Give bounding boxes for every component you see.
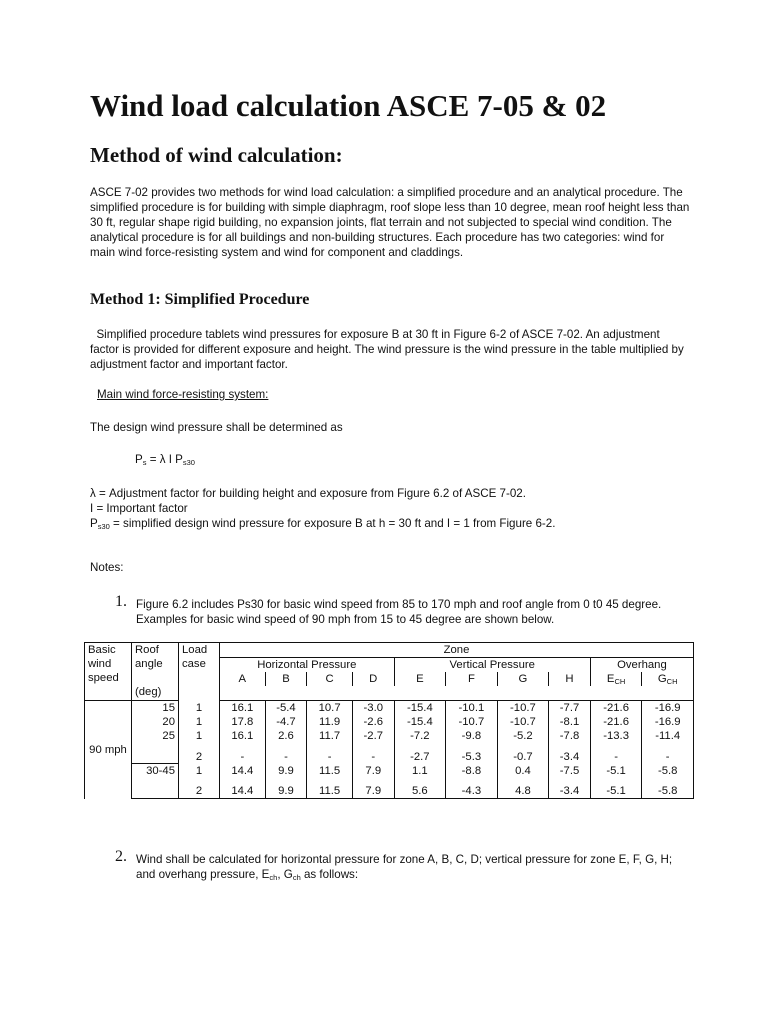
pressure-cell: 16.1	[220, 729, 266, 743]
pressure-cell: -15.4	[394, 715, 446, 729]
table-row	[85, 729, 694, 743]
pressure-cell: -3.4	[549, 778, 591, 799]
notes-label: Notes:	[90, 561, 124, 574]
roof-angle-cell	[132, 743, 179, 764]
note2-text-c: as follows:	[300, 868, 359, 881]
pressure-cell: -10.7	[497, 715, 549, 729]
pressure-cell: -9.8	[446, 729, 498, 743]
pressure-cell: -7.2	[394, 729, 446, 743]
method-heading: Method of wind calculation:	[90, 143, 343, 167]
pressure-cell: -13.3	[590, 729, 642, 743]
intro-paragraph: ASCE 7-02 provides two methods for wind load calculation: a simplified procedure and an analytical procedure. The simplified procedure is for building with simple diaphragm, roof slope less than 10 degree, mean roof height less than 30 ft, regular shape rigid building, no expansion joints, flat terrain and not subjected to special wind condition. The analytical procedure is for all buildings and non-building structures. Each procedure has two categories: wind for main wind force-resisting system and wind for component and claddings.	[90, 186, 690, 259]
overhang-col-header	[642, 672, 694, 686]
header-zone: Zone	[220, 643, 694, 658]
wind-speed-cell: 90 mph	[85, 701, 132, 799]
definition-ps30	[90, 516, 555, 531]
pressure-cell: 11.5	[307, 764, 353, 779]
pressure-cell: 11.5	[307, 778, 353, 799]
pressure-cell: -	[265, 743, 307, 764]
simplified-text: Simplified procedure tablets wind pressures for exposure B at 30 ft in Figure 6-2 of ASCE 7-02. An adjustment factor is provided for different exposure and height. The wind pressure is the wind pressure in the table multiplied by adjustment factor and important factor.	[90, 328, 684, 371]
pressure-cell: -2.7	[352, 729, 394, 743]
pressure-cell: 9.9	[265, 764, 307, 779]
pressure-cell: -	[220, 743, 266, 764]
zone-col-header: F	[446, 672, 498, 686]
pressure-cell: -5.8	[642, 764, 694, 779]
roof-angle-cell: 25	[132, 729, 179, 743]
pressure-cell: -	[352, 743, 394, 764]
header-vertical: Vertical Pressure	[394, 658, 590, 673]
pressure-cell: -0.7	[497, 743, 549, 764]
pressure-cell: -4.3	[446, 778, 498, 799]
roof-angle-unit: (deg)	[135, 686, 162, 698]
pressure-cell: -11.4	[642, 729, 694, 743]
definitions	[90, 486, 555, 531]
note2-sub-b: ch	[292, 873, 301, 882]
header-overhang: Overhang	[590, 658, 693, 673]
pressure-cell: -	[307, 743, 353, 764]
header-load-case: Load case	[179, 643, 220, 701]
ps30-main: P	[90, 517, 98, 530]
overhang-col-main: E	[606, 673, 615, 685]
load-case-cell: 1	[179, 729, 220, 743]
note1-number: 1.	[115, 593, 127, 610]
pressure-cell: 14.4	[220, 778, 266, 799]
document-title: Wind load calculation ASCE 7-05 & 02	[90, 88, 607, 123]
header-spacer	[220, 686, 694, 701]
pressure-cell: -2.6	[352, 715, 394, 729]
design-formula	[135, 453, 195, 466]
note2-sub-a: ch	[269, 873, 278, 882]
zone-col-header: C	[307, 672, 353, 686]
pressure-cell: -16.9	[642, 715, 694, 729]
pressure-cell: -7.8	[549, 729, 591, 743]
pressure-cell: -5.2	[497, 729, 549, 743]
formula-middle: = λ I P	[146, 453, 183, 466]
roof-angle-cell: 20	[132, 715, 179, 729]
table-row	[85, 743, 694, 764]
pressure-cell: -5.3	[446, 743, 498, 764]
pressure-cell: -4.7	[265, 715, 307, 729]
pressure-cell: -5.4	[265, 701, 307, 716]
table-row	[85, 701, 694, 716]
note1-text: Figure 6.2 includes Ps30 for basic wind speed from 85 to 170 mph and roof angle from 0 t0 45 degree. Examples for basic wind speed of 90 mph from 15 to 45 degree are shown below.	[136, 598, 662, 626]
pressure-cell: -16.9	[642, 701, 694, 716]
pressure-cell: 5.6	[394, 778, 446, 799]
ps30-rest: = simplified design wind pressure for exposure B at h = 30 ft and I = 1 from Figure 6-2.	[109, 517, 556, 530]
pressure-cell: -10.1	[446, 701, 498, 716]
wind-pressure-table	[84, 642, 694, 799]
pressure-cell: -	[590, 743, 642, 764]
ps30-sub: s30	[97, 522, 110, 531]
main-system-heading: Main wind force-resisting system:	[97, 388, 269, 401]
formula-p2-sub: s30	[182, 458, 195, 467]
zone-col-header: D	[352, 672, 394, 686]
roof-angle-cell: 15	[132, 701, 179, 716]
definition-i: I = Important factor	[90, 502, 188, 515]
load-case-cell: 2	[179, 778, 220, 799]
pressure-cell: -5.8	[642, 778, 694, 799]
pressure-cell: -15.4	[394, 701, 446, 716]
table-row	[85, 715, 694, 729]
pressure-cell: 11.9	[307, 715, 353, 729]
formula-p: P	[135, 453, 143, 466]
roof-angle-cell: 30-45	[132, 764, 179, 779]
zone-col-header: A	[220, 672, 266, 686]
pressure-cell: 16.1	[220, 701, 266, 716]
formula-p-sub: s	[142, 458, 147, 467]
header-roof-angle	[132, 643, 179, 701]
pressure-cell: -7.5	[549, 764, 591, 779]
table-row	[85, 764, 694, 779]
note2-text-a: Wind shall be calculated for horizontal pressure for zone A, B, C, D; vertical pressure for zone E, F, G, H; and overhang pressure, E	[136, 853, 673, 881]
pressure-cell: -5.1	[590, 778, 642, 799]
overhang-col-main: G	[657, 673, 667, 685]
roof-angle-label: Roof angle	[135, 644, 163, 670]
pressure-cell: 9.9	[265, 778, 307, 799]
pressure-cell: 0.4	[497, 764, 549, 779]
note2-text-b: , G	[277, 868, 293, 881]
definition-lambda: λ = Adjustment factor for building height and exposure from Figure 6.2 of ASCE 7-02.	[90, 487, 526, 500]
pressure-cell: -21.6	[590, 701, 642, 716]
pressure-cell: 4.8	[497, 778, 549, 799]
pressure-cell: -8.8	[446, 764, 498, 779]
roof-angle-cell	[132, 778, 179, 799]
pressure-cell: -10.7	[446, 715, 498, 729]
zone-col-header: E	[394, 672, 446, 686]
pressure-cell: 17.8	[220, 715, 266, 729]
table-row	[85, 778, 694, 799]
load-case-cell: 1	[179, 701, 220, 716]
pressure-cell: -2.7	[394, 743, 446, 764]
simplified-paragraph	[90, 327, 690, 372]
overhang-col-header	[590, 672, 642, 686]
pressure-cell: -5.1	[590, 764, 642, 779]
load-case-cell: 2	[179, 743, 220, 764]
overhang-col-sub: CH	[666, 677, 678, 686]
pressure-cell: 2.6	[265, 729, 307, 743]
pressure-cell: 10.7	[307, 701, 353, 716]
pressure-cell: -10.7	[497, 701, 549, 716]
note2-text	[136, 852, 691, 882]
load-case-cell: 1	[179, 764, 220, 779]
pressure-cell: 14.4	[220, 764, 266, 779]
pressure-cell: -3.0	[352, 701, 394, 716]
pressure-cell: 11.7	[307, 729, 353, 743]
pressure-cell: -7.7	[549, 701, 591, 716]
overhang-col-sub: CH	[614, 677, 626, 686]
load-case-cell: 1	[179, 715, 220, 729]
zone-col-header: H	[549, 672, 591, 686]
design-text: The design wind pressure shall be determined as	[90, 421, 343, 434]
pressure-cell: -21.6	[590, 715, 642, 729]
pressure-cell: -8.1	[549, 715, 591, 729]
pressure-cell: -3.4	[549, 743, 591, 764]
zone-col-header: G	[497, 672, 549, 686]
zone-col-header: B	[265, 672, 307, 686]
pressure-cell: 7.9	[352, 778, 394, 799]
pressure-cell: 7.9	[352, 764, 394, 779]
note2-number: 2.	[115, 848, 127, 865]
method1-heading: Method 1: Simplified Procedure	[90, 291, 310, 308]
header-basic-wind-speed: Basic wind speed	[85, 643, 132, 701]
pressure-cell: -	[642, 743, 694, 764]
pressure-cell: 1.1	[394, 764, 446, 779]
header-horizontal: Horizontal Pressure	[220, 658, 395, 673]
